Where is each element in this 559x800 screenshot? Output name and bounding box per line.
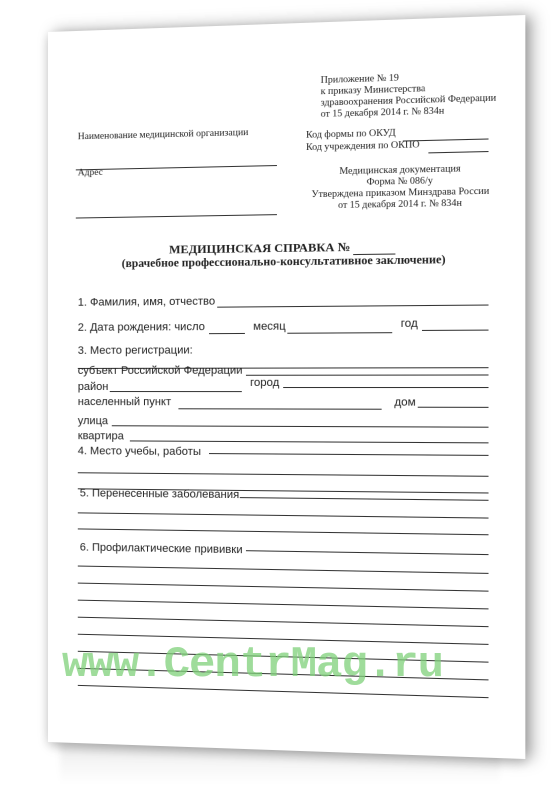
field-birth-date-label: 2. Дата рождения: число: [77, 320, 205, 334]
appendix-line-4: от 15 декабря 2014 г. № 834н: [320, 106, 445, 120]
field-birth-month-label: месяц: [253, 320, 286, 333]
field-registration-label: 3. Место регистрации:: [77, 344, 193, 357]
field-district-line[interactable]: [110, 391, 242, 392]
field-vaccinations-line-1[interactable]: [246, 550, 489, 555]
field-apartment-line[interactable]: [130, 440, 489, 443]
field-birth-month-line[interactable]: [287, 332, 392, 334]
field-diseases-label: 5. Перенесенные заболевания: [79, 487, 240, 502]
field-city-line[interactable]: [283, 387, 488, 388]
field-diseases-line-1[interactable]: [240, 497, 489, 501]
certificate-subtitle: (врачебное профессионально-консультативное заключение): [121, 253, 446, 271]
address-line[interactable]: [76, 214, 277, 218]
okud-label: Код формы по ОКУД: [306, 128, 396, 141]
doc-info-line-4: от 15 декабря 2014 г. № 834н: [338, 198, 463, 212]
field-street-line[interactable]: [112, 425, 489, 427]
field-diseases-line-3[interactable]: [78, 528, 489, 535]
field-diseases-line-2[interactable]: [78, 512, 489, 518]
field-birth-day-line[interactable]: [209, 333, 245, 334]
field-subject-label: субъект Российской Федерации: [77, 364, 243, 377]
field-vaccinations-label: 6. Профилактические прививки: [79, 541, 243, 557]
field-vaccinations-line-3[interactable]: [78, 583, 489, 592]
field-full-name-label: 1. Фамилия, имя, отчество: [77, 295, 216, 309]
field-apartment-label: квартира: [77, 430, 124, 443]
field-study-work-line-2[interactable]: [78, 472, 489, 477]
field-full-name-line[interactable]: [217, 305, 488, 308]
appendix-line-3: здравоохранения Российской Федерации: [320, 93, 497, 109]
org-name-label: Наименование медицинской организации: [77, 127, 249, 143]
field-study-work-line-1[interactable]: [209, 453, 489, 456]
field-house-label: дом: [394, 396, 416, 409]
org-name-line[interactable]: [76, 165, 277, 170]
field-street-label: улица: [77, 415, 109, 428]
doc-info-line-2: Форма № 086/у: [366, 176, 433, 188]
address-label: Адрес: [77, 167, 103, 179]
okpo-label: Код учреждения по ОКПО: [306, 140, 420, 154]
field-birth-year-label: год: [400, 317, 418, 331]
certificate-number-line[interactable]: [353, 243, 395, 255]
field-birth-year-line[interactable]: [422, 330, 489, 331]
field-vaccinations-line-5[interactable]: [78, 617, 489, 627]
appendix-line-1: Приложение № 19: [320, 73, 399, 86]
doc-info-line-3: Утверждена приказом Минздрава России: [311, 186, 490, 201]
field-locality-label: населенный пункт: [77, 396, 172, 409]
watermark-logo: www.CentrMag.ru: [62, 640, 444, 690]
certificate-title-text: МЕДИЦИНСКАЯ СПРАВКА №: [169, 239, 351, 257]
field-subject-line[interactable]: [246, 374, 489, 375]
doc-info-line-1: Медицинская документация: [339, 164, 461, 178]
field-city-label: город: [250, 376, 280, 390]
okpo-line[interactable]: [428, 151, 488, 153]
field-study-work-label: 4. Место учебы, работы: [77, 445, 201, 459]
field-district-label: район: [77, 380, 109, 394]
field-house-line[interactable]: [418, 407, 489, 408]
field-vaccinations-line-4[interactable]: [78, 600, 489, 610]
field-vaccinations-line-2[interactable]: [78, 566, 489, 574]
field-locality-line[interactable]: [178, 408, 381, 409]
appendix-line-2: к приказу Министерства: [320, 83, 426, 98]
